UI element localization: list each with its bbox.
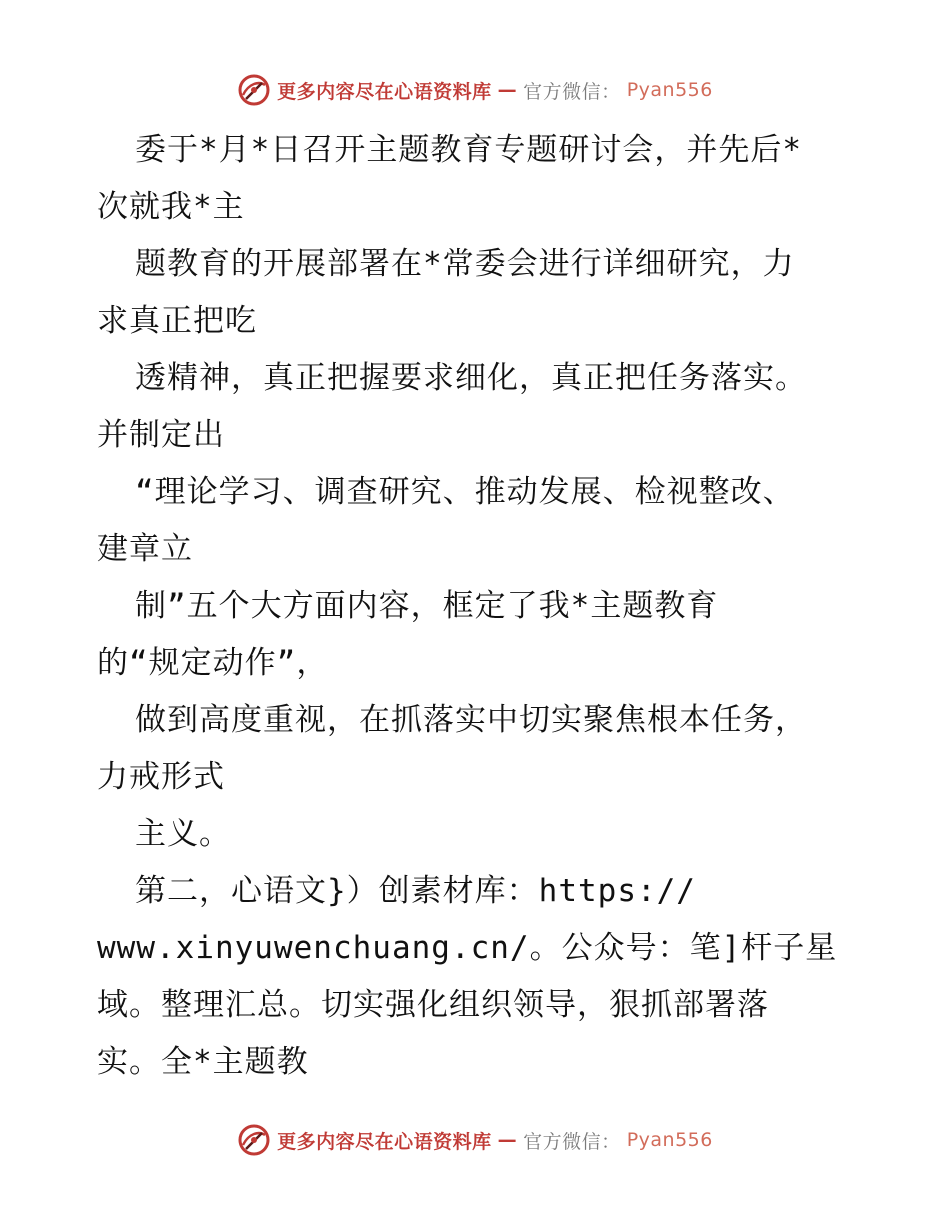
header-watermark (0, 70, 950, 110)
red-swirl-logo-icon (237, 1123, 271, 1157)
footer-dash: — (497, 1129, 518, 1151)
footer-site-name: 更多内容尽在心语资料库 (277, 1130, 492, 1153)
footer-wechat-id: Pyan556 (626, 1129, 713, 1151)
body-line: 委于*月*日召开主题教育专题研讨会，并先后* (135, 132, 802, 168)
body-line: 透精神，真正把握要求细化，真正把任务落实。 (135, 360, 807, 396)
body-line: 次就我*主 (97, 189, 245, 225)
body-line: 主义。 (135, 816, 231, 852)
header-wechat-id: Pyan556 (626, 79, 713, 101)
body-line: 的“规定动作”， (97, 645, 329, 681)
body-line: 并制定出 (97, 417, 225, 453)
body-line: 题教育的开展部署在*常委会进行详细研究，力 (135, 246, 795, 282)
body-line: 做到高度重视，在抓落实中切实聚焦根本任务， (135, 702, 807, 738)
body-line: 第二，心语文}）创素材库：https:// (135, 873, 696, 909)
footer-watermark (0, 1120, 950, 1160)
body-line: 求真正把吃 (97, 303, 257, 339)
body-line: 实。全*主题教 (97, 1044, 309, 1080)
header-wechat-label: 官方微信： (523, 80, 621, 103)
header-site-name: 更多内容尽在心语资料库 (277, 80, 492, 103)
body-line: 力戒形式 (97, 759, 225, 795)
body-line: 建章立 (97, 531, 193, 567)
body-line: 域。整理汇总。切实强化组织领导，狠抓部署落 (97, 987, 769, 1023)
body-line: 制”五个大方面内容，框定了我*主题教育 (135, 588, 719, 624)
document-body (97, 122, 857, 1091)
body-line: www.xinyuwenchuang.cn/。公众号：笔]杆子星 (97, 930, 838, 966)
header-dash: — (497, 79, 518, 101)
footer-wechat-label: 官方微信： (523, 1130, 621, 1153)
body-line: “理论学习、调查研究、推动发展、检视整改、 (135, 474, 795, 510)
red-swirl-logo-icon (237, 73, 271, 107)
